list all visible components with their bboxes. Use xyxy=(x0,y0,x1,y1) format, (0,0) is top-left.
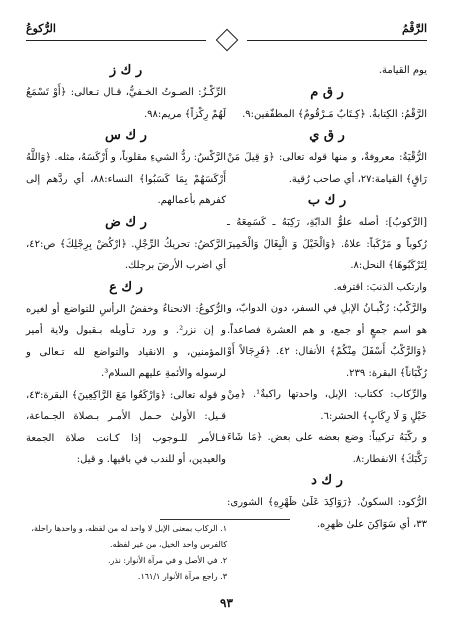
entry-root-heading: ر ك ب xyxy=(307,193,347,208)
footnotes xyxy=(27,521,227,585)
header-rule-left xyxy=(26,40,206,41)
header-diamond-ornament xyxy=(216,29,239,52)
right-column xyxy=(227,60,427,535)
entry-paragraph: الرَّكْسُ: ردُّ الشيءِ مقلوباً، و أَرْكَسَهُ، مثله. ﴿وَاللَّهُ أَرْكَسَهُمْ بِمَا كَسَبُوا﴾ النساء:٨٨، أي ردَّهم إلى كفرهم بأعمالهم. xyxy=(26,152,226,206)
entry-paragraph: الرَّقْمُ: الكِتابةُ. ﴿كِـتَابٌ مَـرْقُومٌ﴾ المطفّفين:٩. xyxy=(242,108,427,120)
entry-paragraph: والرِّكاب: ككتاب: الإبل، واحدتها راكبةٌ¹. ﴿مِنْ خَيْلٍ وَ لَا رِكَابٍ﴾ الحشر:٦. xyxy=(227,389,427,422)
footnote-rule xyxy=(160,519,290,520)
footnote: ٢. في الأصل و في مرآة الأنوار: نذر. xyxy=(108,556,227,565)
entry-paragraph: [الرَّكوبُ]: أصله علوُّ الدابّةِ، رَكِبَهُ ـ كَسَمِعَهُ ـ رُكوباً و مَرْكَباً: علاهُ. ﴿وَالْخَيْلَ وَ الْبِغَالَ وَالْحَمِيرَ لِتَرْكَبُوهَا﴾ النحل:٨. xyxy=(227,217,427,271)
entry-paragraph: و ركّبَهُ تركيباً: وضع بعضه على بعض. ﴿مَا شَاءَ رَكَّبَكَ﴾ الانفطار:٨. xyxy=(227,432,427,465)
footnote: ١. الركاب بمعنى الإبل لا واحد له من لفظه، و واحدها راحلة، كالفرس واحد الخيل، من غير لفظه. xyxy=(31,524,227,549)
entry-paragraph: و قوله تعالى: ﴿وَارْكَعُوا مَعَ الرَّاكِعِينَ﴾ البقرة:٤٣، قـيل: الأولىٰ حـمل الأمـر بـصلاة الجـماعة، فـالأمر للـوجوب إذا كـانت صلاة الجمعة والعيدين، أو للندب في باقيها. و قيل: xyxy=(26,389,226,465)
entry-root-heading: ر ك ض xyxy=(105,214,147,230)
entry-paragraph: الرَّكضُ: تحريكُ الرِّجْلِ. ﴿ارْكُضْ بِرِجْلِكَ﴾ ص:٤٢، أي اضرب الأرضَ برجلك. xyxy=(26,238,226,271)
footnote: ٣. راجع مرآة الأنوار ١٦١/١. xyxy=(137,572,227,581)
running-header-right: الرَّقْمُ xyxy=(401,22,427,35)
entry-root-heading: ر ك ز xyxy=(109,63,143,78)
entry-paragraph: الرُّقْيَةُ: معروفةٌ، و منها قوله تعالى: ﴿وَ قِيلَ مَنْ رَاقٍ﴾ القيامة:٢٧، أي صاحب رُقية. xyxy=(227,152,427,185)
entry-paragraph: والرَّكْبُ: رُكْبـانُ الإبلِ في السفر، دون الدوابّ، و هو اسم جمعٍ أو جمع، و هم العشرة فصاعداً. ﴿وَالرَّكْبُ أَسْفَلَ مِنْكُمْ﴾ الأنفال: ٤٢. ﴿فَرِجَالاً أَوْ رُكْبَاناً﴾ البقرة: ٢٣٩. xyxy=(227,303,427,379)
entry-root-heading: ر ك ع xyxy=(109,279,143,295)
entry-paragraph: يوم القيامة. xyxy=(378,65,427,76)
entry-root-heading: ر ق م xyxy=(310,84,344,100)
entry-paragraph: الرُّكوعُ: الانحناءُ وخفضُ الرأسِ للتواضع أو لغيره و إن نزر². و ورد تـأويله بـقبول ولاية أمير المؤمنين، و الانقياد والتواضع لله تـعالى و لرسوله والأئمةِ عليهم السلام³. xyxy=(26,303,226,379)
entry-paragraph: وارتكب الذنبَ: اقترفه. xyxy=(333,281,427,293)
header-rule-right xyxy=(247,40,427,41)
entry-root-heading: ر ق ي xyxy=(309,128,345,143)
left-column xyxy=(26,60,226,471)
entry-root-heading: ر ك د xyxy=(311,473,343,488)
entry-root-heading: ر ك س xyxy=(105,128,147,143)
entry-paragraph: الرِّكْـزُ: الصـوتُ الخـفيُّ، قـال تـعالى: ﴿أَوْ تَسْمَعُ لَهُمْ رِكْزاً﴾ مريم:٩٨. xyxy=(26,87,226,120)
running-header-left: الرُّكوعُ xyxy=(26,22,56,35)
page-number: ٩٣ xyxy=(220,596,233,610)
entry-paragraph: الرُّكود: السكونُ. ﴿رَوَاكِدَ عَلَىٰ ظَهْرِهِ﴾ الشورى: ٣٣، أي سَوَاكِنَ علىٰ ظهرِه. xyxy=(227,497,427,530)
